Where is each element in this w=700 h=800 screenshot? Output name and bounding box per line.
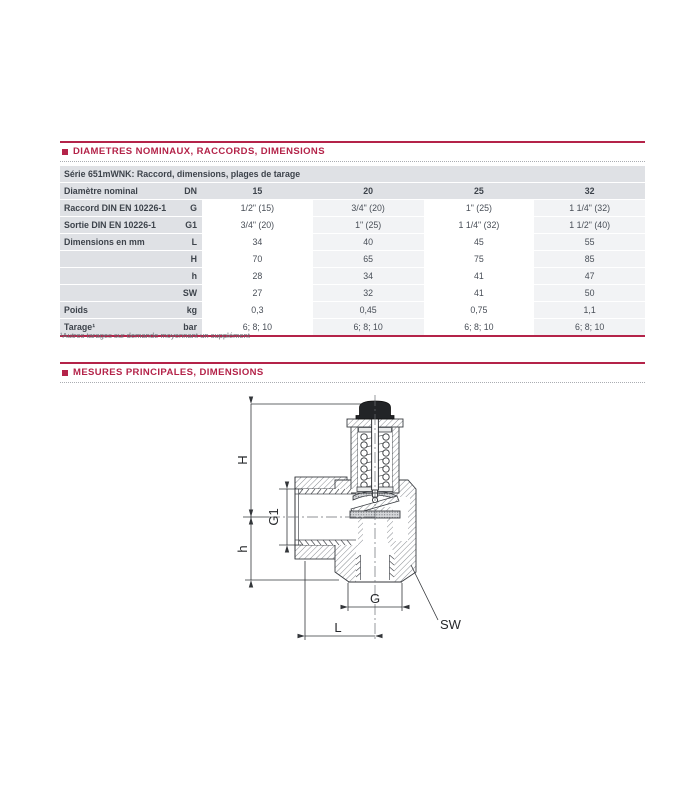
- dim-label-G1: G1: [266, 508, 281, 526]
- table-cell: 1 1/4" (32): [534, 200, 645, 216]
- row-label-cell: [60, 285, 172, 301]
- header-unit-cell: DN: [172, 183, 202, 199]
- table-cell: 47: [534, 268, 645, 284]
- table-cell: 1,1: [534, 302, 645, 318]
- dim-label-H: H: [235, 455, 250, 465]
- dim-label-L: L: [334, 620, 342, 635]
- row-label-cell: Poids: [60, 302, 172, 318]
- row-unit-cell: kg: [172, 302, 202, 318]
- header-value-cell: 20: [313, 183, 424, 199]
- table-cell: 85: [534, 251, 645, 267]
- table-cell: 40: [313, 234, 424, 250]
- header-value-cell: 32: [534, 183, 645, 199]
- row-unit-cell: L: [172, 234, 202, 250]
- row-label-cell: [60, 251, 172, 267]
- section-heading: [60, 143, 645, 162]
- table-row: [60, 268, 645, 285]
- red-square-bullet-icon: [62, 149, 68, 155]
- table-cell: 1 1/2" (40): [534, 217, 645, 233]
- header-value-cell: 15: [202, 183, 313, 199]
- section-mesures: [60, 362, 645, 383]
- row-unit-cell: H: [172, 251, 202, 267]
- table-cell: 34: [313, 268, 424, 284]
- table-cell: 1/2" (15): [240, 203, 275, 213]
- valve-cross-section-svg: [225, 389, 475, 654]
- table-series-row: [60, 166, 645, 183]
- section-heading: [60, 364, 645, 383]
- dim-label-SW: SW: [440, 617, 461, 632]
- table-cell: 0,45: [313, 302, 424, 318]
- table-cell: 41: [473, 288, 484, 298]
- row-unit-cell: bar: [172, 319, 202, 335]
- table-cell: 6; 8; 10: [313, 319, 424, 335]
- table-row: [60, 251, 645, 268]
- row-unit-cell: G: [172, 200, 202, 216]
- red-square-bullet-icon: [62, 370, 68, 376]
- table-cell: 6; 8; 10: [242, 322, 273, 332]
- series-title: Série 651mWNK: Raccord, dimensions, plages de tarage: [60, 166, 645, 182]
- table-cell: 6; 8; 10: [464, 322, 494, 332]
- row-unit-cell: G1: [172, 217, 202, 233]
- header-value-cell: 25: [424, 183, 535, 199]
- row-label-cell: Tarage¹: [60, 319, 172, 335]
- table-cell: 55: [534, 234, 645, 250]
- table-row: [60, 234, 645, 251]
- table-cell: 6; 8; 10: [534, 319, 645, 335]
- table-cell: 32: [313, 285, 424, 301]
- table-footnote: ¹Autres tarages sur demande moyennant un supplément: [60, 331, 250, 340]
- table-cell: 28: [252, 271, 263, 281]
- row-unit-cell: h: [172, 268, 202, 284]
- table-cell: 41: [473, 271, 484, 281]
- row-label-cell: Sortie DIN EN 10226-1: [60, 217, 172, 233]
- spec-table-body: [60, 200, 645, 335]
- section-title: DIAMETRES NOMINAUX, RACCORDS, DIMENSIONS: [73, 146, 325, 157]
- table-cell: 50: [534, 285, 645, 301]
- table-cell: 1 1/4" (32): [458, 220, 500, 230]
- table-row: [60, 217, 645, 234]
- table-cell: 1" (25): [465, 203, 492, 213]
- table-cell: 3/4" (20): [240, 220, 275, 230]
- header-label-cell: Diamètre nominal: [60, 183, 172, 199]
- table-cell: 34: [252, 237, 263, 247]
- table-cell: 27: [252, 288, 263, 298]
- table-row: [60, 200, 645, 217]
- table-cell: 0,75: [470, 305, 488, 315]
- valve-drawing: [225, 389, 475, 654]
- table-cell: 0,3: [251, 305, 264, 315]
- table-row: [60, 285, 645, 302]
- dim-label-G: G: [369, 591, 381, 606]
- section-title: MESURES PRINCIPALES, DIMENSIONS: [73, 367, 264, 378]
- row-unit-cell: SW: [172, 285, 202, 301]
- spec-table: [60, 166, 645, 337]
- row-label-cell: Raccord DIN EN 10226-1: [60, 200, 172, 216]
- table-cell: 3/4" (20): [313, 200, 424, 216]
- row-label-cell: Dimensions en mm: [60, 234, 172, 250]
- table-row: [60, 302, 645, 319]
- table-cell: 65: [313, 251, 424, 267]
- table-cell: 70: [252, 254, 263, 264]
- section-diametres: [60, 141, 645, 162]
- table-header-row: [60, 183, 645, 200]
- row-label-cell: [60, 268, 172, 284]
- dim-label-h: h: [235, 545, 250, 553]
- table-cell: 45: [473, 237, 484, 247]
- table-cell: 75: [473, 254, 484, 264]
- table-cell: 1" (25): [313, 217, 424, 233]
